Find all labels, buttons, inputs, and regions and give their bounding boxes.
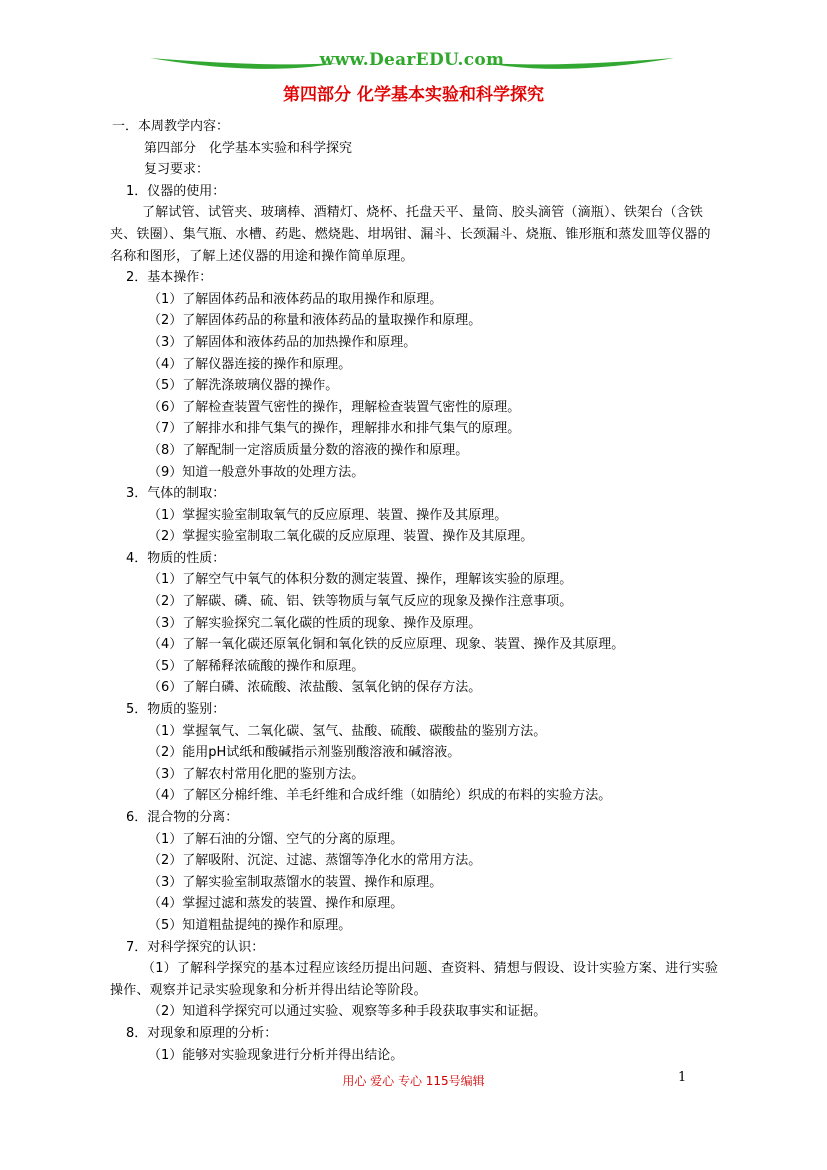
- list-item: （1）掌握实验室制取氧气的反应原理、装置、操作及其原理。: [148, 507, 508, 523]
- list-item: （1）了解石油的分馏、空气的分离的原理。: [148, 831, 404, 847]
- list-item: （1）能够对实验现象进行分析并得出结论。: [148, 1047, 404, 1063]
- list-item: （2）掌握实验室制取二氧化碳的反应原理、装置、操作及其原理。: [148, 529, 534, 545]
- list-item: （2）了解固体药品的称量和液体药品的量取操作和原理。: [148, 313, 482, 329]
- list-item: （2）了解吸附、沉淀、过滤、蒸馏等净化水的常用方法。: [148, 853, 482, 869]
- list-item: （3）了解实验探究二氧化碳的性质的现象、操作及原理。: [148, 615, 482, 631]
- list-item: （9）知道一般意外事故的处理方法。: [148, 464, 365, 480]
- subsection-heading: 3．气体的制取：: [126, 486, 226, 502]
- subsection-heading: 8．对现象和原理的分析：: [126, 1025, 278, 1041]
- page-title: 第四部分 化学基本实验和科学探究: [283, 85, 544, 105]
- list-item: （7）了解排水和排气集气的操作，理解排水和排气集气的原理。: [148, 421, 521, 437]
- requirements-label: 复习要求：: [144, 162, 210, 178]
- list-item: （4）了解区分棉纤维、羊毛纤维和合成纤维（如腈纶）织成的布料的实验方法。: [148, 788, 612, 804]
- list-item: （6）了解检查装置气密性的操作，理解检查装置气密性的原理。: [148, 399, 521, 415]
- list-item: （1）了解空气中氧气的体积分数的测定装置、操作，理解该实验的原理。: [148, 572, 573, 588]
- list-item: （1）掌握氧气、二氧化碳、氢气、盐酸、硫酸、碳酸盐的鉴别方法。: [148, 723, 547, 739]
- section-topic: 第四部分 化学基本实验和科学探究: [144, 140, 353, 156]
- list-item: （4）了解仪器连接的操作和原理。: [148, 356, 352, 372]
- subsection-heading: 5．物质的鉴别：: [126, 702, 226, 718]
- subsection-heading: 7．对科学探究的认识：: [126, 939, 265, 955]
- list-item: （5）了解洗涤玻璃仪器的操作。: [148, 378, 339, 394]
- list-item: （4）了解一氧化碳还原氧化铜和氧化铁的反应原理、现象、装置、操作及其原理。: [148, 637, 625, 653]
- site-banner: [148, 48, 676, 78]
- list-item: （3）了解农村常用化肥的鉴别方法。: [148, 766, 365, 782]
- footer-note: 用心 爱心 专心 115号编辑: [342, 1074, 485, 1088]
- subsection-heading: 1．仪器的使用：: [126, 183, 226, 199]
- list-item: （2）了解碳、磷、硫、铝、铁等物质与氧气反应的现象及操作注意事项。: [148, 594, 573, 610]
- subsection-heading: 6．混合物的分离：: [126, 810, 239, 825]
- list-item: （3）了解固体和液体药品的加热操作和原理。: [148, 334, 417, 350]
- list-item: （2）能用pH试纸和酸碱指示剂鉴别酸溶液和碱溶液。: [148, 745, 461, 761]
- list-item: （1）了解固体药品和液体药品的取用操作和原理。: [148, 291, 443, 307]
- subsection-heading: 2．基本操作：: [126, 270, 213, 286]
- list-item: （6）了解白磷、浓硫酸、浓盐酸、氢氧化钠的保存方法。: [148, 680, 482, 696]
- list-item: （5）了解稀释浓硫酸的操作和原理。: [148, 658, 365, 674]
- page-number: 1: [678, 1070, 687, 1085]
- list-item: （3）了解实验室制取蒸馏水的装置、操作和原理。: [148, 874, 443, 890]
- list-item: （2）知道科学探究可以通过实验、观察等多种手段获取事实和证据。: [148, 1004, 547, 1020]
- section-heading: 一．本周教学内容：: [112, 119, 230, 134]
- list-item: （8）了解配制一定溶质质量分数的溶液的操作和原理。: [148, 442, 469, 458]
- paragraph: （1）了解科学探究的基本过程应该经历提出问题、查资料、猜想与假设、设计实验方案、进行实验操作、观察并记录实验现象和分析并得出结论等阶段。: [110, 961, 719, 998]
- subsection-heading: 4．物质的性质：: [126, 550, 226, 566]
- paragraph: 了解试管、试管夹、玻璃棒、酒精灯、烧杯、托盘天平、量筒、胶头滴管（滴瓶）、铁架台（含铁夹、铁圈）、集气瓶、水槽、药匙、燃烧匙、坩埚钳、漏斗、长颈漏斗、烧瓶、锥形瓶和蒸发皿等仪器的名称和图形，了解上述仪器的用途和操作简单原理。: [110, 205, 711, 264]
- list-item: （5）知道粗盐提纯的操作和原理。: [148, 917, 352, 933]
- document-body: [112, 116, 722, 1066]
- list-item: （4）掌握过滤和蒸发的装置、操作和原理。: [148, 896, 404, 912]
- site-url: www.DearEDU.com: [319, 50, 505, 70]
